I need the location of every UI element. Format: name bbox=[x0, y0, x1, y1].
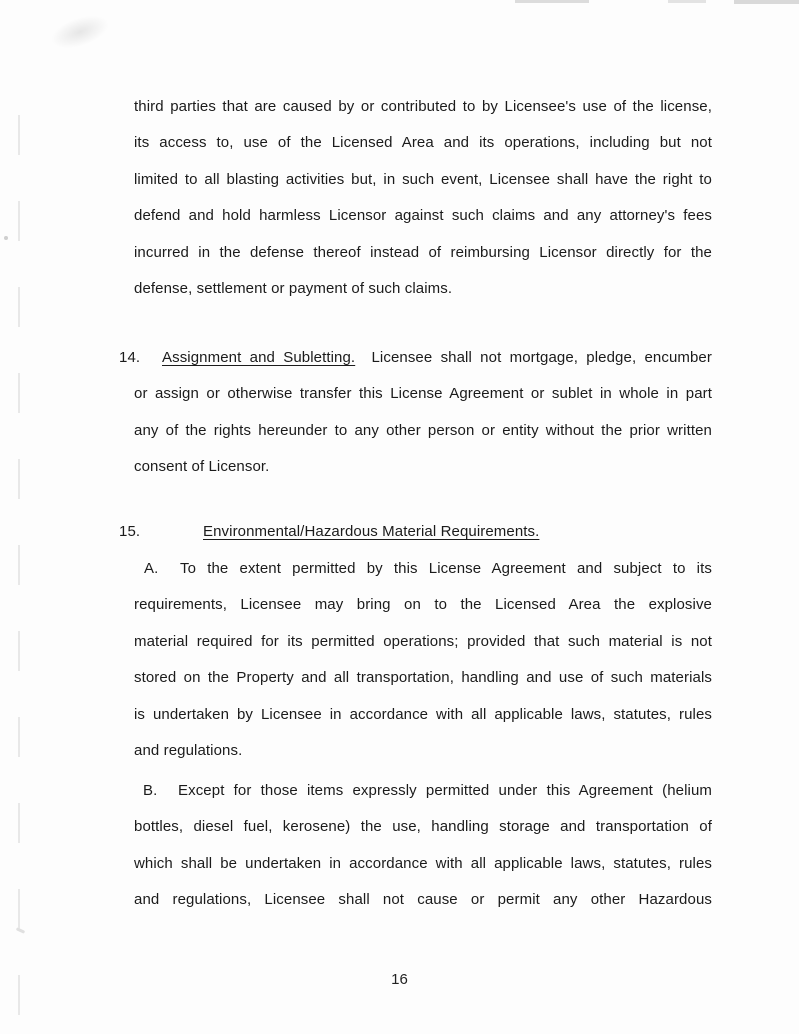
scan-artifact-speck bbox=[16, 927, 25, 934]
text-line: which shall be undertaken in accordance with all applicable laws, statutes, rules bbox=[134, 854, 712, 872]
text-line: incurred in the defense thereof instead of reimbursing Licensor directly for the bbox=[134, 243, 712, 261]
scan-artifact-left-margin-line bbox=[18, 115, 20, 1020]
text-line bbox=[119, 340, 712, 376]
text-line: and regulations. bbox=[134, 742, 243, 760]
text-line: any of the rights hereunder to any other person or entity without the prior written bbox=[134, 421, 712, 439]
line-text: Except for those items expressly permitted under this Agreement (helium bbox=[178, 782, 712, 799]
text-line: defend and hold harmless Licensor against such claims and any attorney's fees bbox=[134, 207, 712, 225]
text-line: stored on the Property and all transportation, handling and use of such materials bbox=[134, 669, 712, 687]
text-line bbox=[134, 551, 712, 587]
text-line bbox=[119, 514, 712, 550]
subsection-a-letter: A. bbox=[144, 560, 159, 577]
text-line: material required for its permitted operations; provided that such material is not bbox=[134, 632, 712, 650]
text-line: its access to, use of the Licensed Area and its operations, including but not bbox=[134, 134, 712, 152]
scan-artifact-top-edge bbox=[668, 0, 706, 3]
text-line: defense, settlement or payment of such claims. bbox=[134, 280, 453, 298]
text-line: bottles, diesel fuel, kerosene) the use, handling storage and transportation of bbox=[134, 818, 712, 836]
section-15-heading: Environmental/Hazardous Material Requirements. bbox=[203, 523, 540, 540]
scan-artifact-smudge bbox=[47, 9, 113, 54]
section-15-number: 15. bbox=[119, 523, 141, 540]
text-line: third parties that are caused by or contributed to by Licensee's use of the license, bbox=[134, 98, 712, 115]
section-14-number: 14. bbox=[119, 349, 141, 366]
section-15-heading-row bbox=[119, 514, 712, 550]
text-line: is undertaken by Licensee in accordance with all applicable laws, statutes, rules bbox=[134, 705, 712, 723]
scan-artifact-top-edge bbox=[734, 0, 799, 4]
line-text: To the extent permitted by this License Agreement and subject to its bbox=[180, 560, 712, 577]
section-14-heading: Assignment and Subletting. bbox=[162, 349, 356, 366]
text-line: consent of Licensor. bbox=[134, 458, 270, 476]
text-line: requirements, Licensee may bring on to the Licensed Area the explosive bbox=[134, 596, 712, 614]
section-15-subsection-b bbox=[134, 773, 712, 919]
text-line: limited to all blasting activities but, in such event, Licensee shall have the right to bbox=[134, 170, 712, 188]
text-line: or assign or otherwise transfer this License Agreement or sublet in whole in part bbox=[134, 385, 712, 403]
text-line: and regulations, Licensee shall not cause or permit any other Hazardous bbox=[134, 891, 712, 909]
scan-artifact-speck bbox=[4, 236, 8, 240]
scan-artifact-top-edge bbox=[515, 0, 589, 3]
section-15-subsection-a bbox=[134, 551, 712, 769]
page-number: 16 bbox=[391, 971, 408, 988]
subsection-b-letter: B. bbox=[143, 782, 158, 799]
paragraph-continuation bbox=[134, 89, 712, 307]
section-14 bbox=[119, 340, 712, 486]
text-line bbox=[134, 773, 712, 809]
line-text: Licensee shall not mortgage, pledge, encumber bbox=[371, 349, 712, 366]
